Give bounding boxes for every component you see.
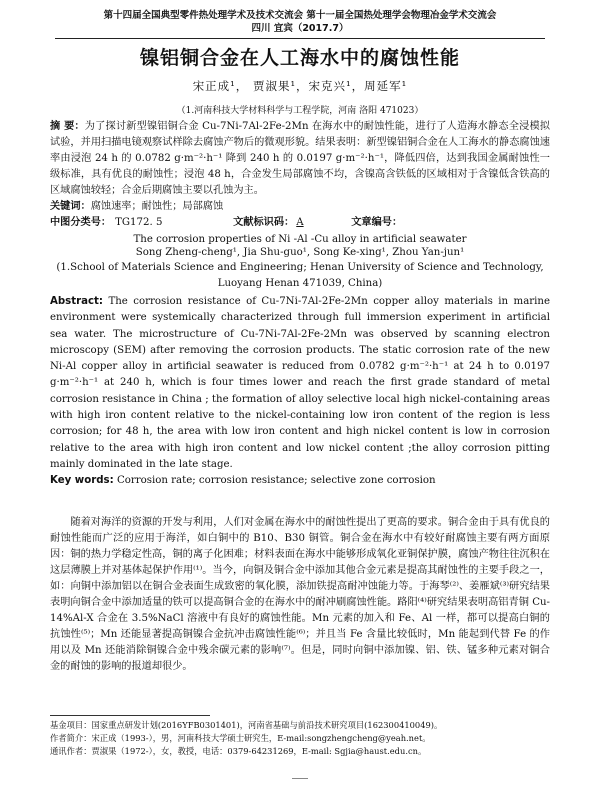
paper-title: 镍铝铜合金在人工海水中的腐蚀性能 [139, 47, 460, 69]
abstract-en-text: The corrosion resistance of Cu-7Ni-7Al-2Fe-2Mn copper alloy materials in marine environment were systemically characterized through full immersion experiment in artificial sea water. The microstructure of Cu-7Ni-7Al-2Fe-2Mn was observed by scanning electron microscopy (SEM) after removing the corrosion products. The static corrosion rate of the new Ni-Al copper alloy in artificial seawater is reduced from 0.0782 g·m⁻²·h⁻¹ at 24 h to 0.0197 g·m⁻²·h⁻¹ at 240 h, which is four times lower and reach the first grade standard of metal corrosion resistance in China ; the formation of alloy selective local high nickel-containing areas with high iron content relative to the nickel-containing low iron content of the region is less corrosion; for 48 h, the area with low iron content and high nickel content is low in corrosion relative to the area with high iron content and low nickel content ;the alloy corrosion pitting mainly dominated in the late stage. [50, 296, 550, 470]
english-affiliation: (1.School of Materials Science and Engineering; Henan University of Science and Technology, Luoyang Henan 471039, China) [56, 262, 544, 289]
affiliation-cn: （1.河南科技大学材料科学与工程学院，河南 洛阳 471023） [176, 106, 424, 116]
footnotes [50, 719, 560, 758]
footnote-author: 作者简介：宋正成（1993-），男，河南科技大学硕士研究生，E-mail:songzhengcheng@yeah.net。 [50, 733, 431, 743]
english-authors: Song Zheng-cheng¹, Jia Shu-guo¹, Song Ke-xing¹, Zhou Yan-jun¹ [135, 247, 465, 258]
keywords-cn-label: 关键词： [50, 201, 91, 212]
keywords-en [50, 473, 550, 489]
abstract-cn [50, 119, 550, 199]
abstract-cn-text: 为了探讨新型镍铝铜合金 Cu-7Ni-7Al-2Fe-2Mn 在海水中的耐蚀性能，进行了人造海水静态全浸模拟试验，并用扫描电镜观察试样除去腐蚀产物后的微观形貌。结果表明：新型镍铝铜合金在人工海水的静态腐蚀速率由浸泡 24 h 的 0.0782 g·m⁻²·h⁻¹ 降到 240 h 的 0.0197 g·m⁻²·h⁻¹，降低四倍，达到我国金属耐蚀性一级标准，具有优良的耐蚀性；浸泡 48 h，合金发生局部腐蚀不均，含镍高含铁低的区域相对于含镍低含铁高的区域腐蚀较轻；合金后期腐蚀主要以孔蚀为主。 [50, 121, 550, 196]
conference-name: 第十四届全国典型零件热处理学术及技术交流会 第十一届全国热处理学会物理冶金学术交流会 [103, 10, 497, 21]
article-number-label: 文章编号： [351, 217, 403, 228]
classification-row [50, 215, 550, 231]
cls-value: TG172. 5 [115, 217, 163, 228]
footnote-rule [50, 715, 210, 716]
conference-header [0, 9, 600, 35]
conference-location: 四川 宜宾（2017.7） [251, 23, 349, 34]
cls-label: 中图分类号： [50, 217, 112, 228]
keywords-en-text: Corrosion rate; corrosion resistance; selective zone corrosion [116, 475, 436, 487]
keywords-cn [50, 199, 550, 215]
keywords-en-label: Key words: [50, 475, 114, 487]
doc-code-value: A [296, 217, 304, 228]
abstract-cn-label: 摘 要： [50, 121, 85, 132]
doc-code-label: 文献标识码： [233, 217, 295, 228]
abstract-en-label: Abstract: [50, 296, 103, 307]
authors-cn: 宋正成¹， 贾淑果¹，宋克兴¹，周延军¹ [192, 79, 408, 93]
footnote-funding: 基金项目：国家重点研发计划(2016YFB0301401)，河南省基础与前沿技术研究项目(162300410049)。 [50, 720, 443, 730]
abstract-en [50, 294, 550, 473]
english-title: The corrosion properties of Ni -Al -Cu alloy in artificial seawater [133, 234, 467, 245]
introduction-paragraph: 随着对海洋的资源的开发与利用，人们对金属在海水中的耐蚀性提出了更高的要求。铜合金由于具有优良的耐蚀性能而广泛的应用于海洋，如白铜中的 B10、B30 铜管。铜合金在海水中有较好耐腐蚀主要有两方面原因：铜的热力学稳定性高，铜的离子化困难；材料表面在海水中能够形成氧化亚铜保护膜，腐蚀产物往往沉积在这层薄膜上并对基体起保护作用⁽¹⁾。当今，向铜及铜合金中添加其他合金元素是提高其耐蚀性的主要手段之一，如：向铜中添加铝以在铜合金表面生成致密的氧化膜，添加铁提高耐冲蚀能力等。于海琴⁽²⁾、姜雁斌⁽³⁾研究结果表明向铜合金中添加适量的铁可以提高铜合金的在海水中的耐冲刷腐蚀性能。路阳⁽⁴⁾研究结果表明高铝青铜 Cu-14%Al-X 合金在 3.5%NaCl 溶液中有良好的腐蚀性能。Mn 元素的加入和 Fe、Al 一样，都可以提高白铜的抗蚀性⁽⁵⁾；Mn 还能显著提高铜镍合金抗冲击腐蚀性能⁽⁶⁾；并且当 Fe 含量比较低时，Mn 能起到代替 Fe 的作用以及 Mn 还能消除铜镍合金中残余碳元素的影响⁽⁷⁾。但是，同时向铜中添加镍、铝、铁、锰多种元素对铜合金的耐蚀的影响的报道却很少。 [50, 517, 550, 673]
footnote-corresponding: 通讯作者：贾淑果（1972-），女，教授，电话：0379-64231269，E-mail: Sgjia@haust.edu.cn。 [50, 746, 427, 756]
header-rule [55, 38, 545, 39]
page-mark [292, 778, 308, 779]
keywords-cn-text: 腐蚀速率；耐蚀性；局部腐蚀 [90, 201, 224, 212]
